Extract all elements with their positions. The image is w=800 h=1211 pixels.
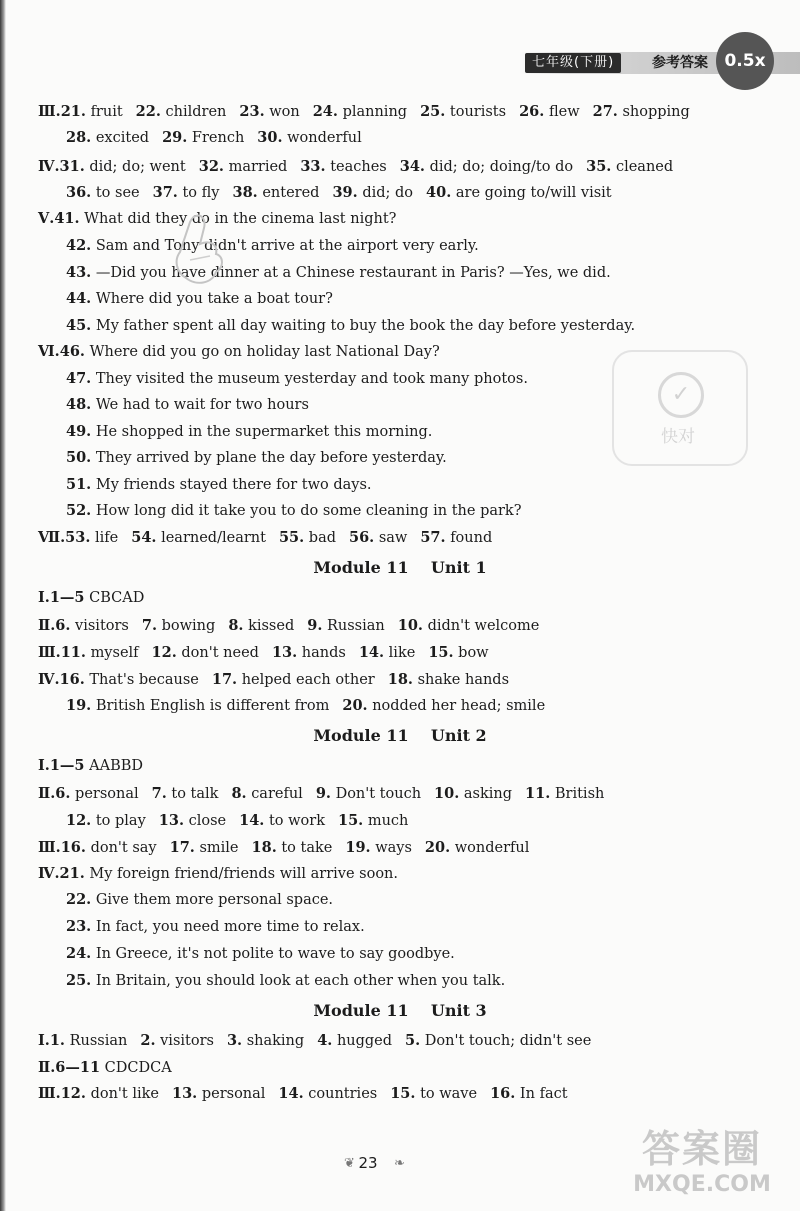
item-number: 38. xyxy=(232,184,258,201)
item-answer: hands xyxy=(301,645,346,661)
answer-line xyxy=(38,1031,591,1051)
section-numeral: Ⅳ. xyxy=(38,671,60,688)
section-numeral: Ⅰ. xyxy=(38,589,50,606)
item-answer: What did they do in the cinema last night? xyxy=(84,211,397,227)
section-numeral: Ⅲ. xyxy=(38,1085,61,1102)
item-number: 51. xyxy=(66,476,92,493)
item-answer: British xyxy=(554,786,605,802)
item-number: 50. xyxy=(66,449,92,466)
item-answer: smile xyxy=(199,840,239,856)
item-answer: to play xyxy=(95,813,146,829)
item-number: 29. xyxy=(162,129,188,146)
item-number: 15. xyxy=(338,812,364,829)
answer-line xyxy=(38,102,690,122)
item-number: 10. xyxy=(434,785,460,802)
item-answer: don't need xyxy=(181,645,259,661)
item-number: 55. xyxy=(278,529,305,546)
item-number: 22. xyxy=(135,103,161,120)
item-answer: excited xyxy=(95,130,150,146)
item-answer: did; do; went xyxy=(89,159,186,175)
item-answer: personal xyxy=(201,1086,266,1102)
item-answer: CDCDCA xyxy=(104,1060,172,1076)
item-number: 11. xyxy=(60,644,86,661)
section-numeral: Ⅲ. xyxy=(38,839,61,856)
answer-line xyxy=(66,890,333,910)
item-number: 12. xyxy=(60,1085,86,1102)
item-answer: In Greece, it's not polite to wave to say goodbye. xyxy=(95,946,455,962)
item-number: 25. xyxy=(66,972,92,989)
item-answer: French xyxy=(191,130,245,146)
item-number: 41. xyxy=(54,210,80,227)
item-answer: like xyxy=(388,645,416,661)
item-number: 21. xyxy=(60,103,86,120)
item-answer: to see xyxy=(95,185,140,201)
leaf-left-icon: ❦ xyxy=(344,1156,355,1171)
item-number: 13. xyxy=(171,1085,198,1102)
item-answer: hugged xyxy=(336,1033,393,1049)
item-answer: Don't touch; didn't see xyxy=(424,1033,592,1049)
item-number: 1—5 xyxy=(49,757,85,774)
item-answer: did; do xyxy=(362,185,414,201)
answer-line xyxy=(38,528,492,548)
item-number: 53. xyxy=(65,529,91,546)
item-answer: to take xyxy=(281,840,333,856)
item-answer: much xyxy=(367,813,409,829)
item-answer: kissed xyxy=(248,618,295,634)
item-number: 27. xyxy=(592,103,618,120)
item-number: 7. xyxy=(141,617,158,634)
item-number: 19. xyxy=(345,839,371,856)
item-number: 34. xyxy=(399,158,425,175)
item-answer: shopping xyxy=(622,104,690,120)
answer-line xyxy=(66,422,432,442)
item-number: 6. xyxy=(55,785,71,802)
answer-line xyxy=(38,1084,568,1104)
answer-line xyxy=(66,316,635,336)
item-number: 10. xyxy=(397,617,423,634)
item-number: 22. xyxy=(66,891,92,908)
item-answer: Where did you take a boat tour? xyxy=(95,291,333,307)
item-answer: countries xyxy=(308,1086,378,1102)
item-number: 35. xyxy=(586,158,612,175)
item-number: 43. xyxy=(66,264,92,281)
answer-line xyxy=(38,670,509,690)
item-number: 40. xyxy=(426,184,452,201)
item-answer: That's because xyxy=(89,672,199,688)
item-number: 15. xyxy=(428,644,454,661)
item-answer: Russian xyxy=(326,618,385,634)
item-answer: Don't touch xyxy=(335,786,422,802)
item-answer: ways xyxy=(375,840,412,856)
item-answer: bad xyxy=(308,530,336,546)
item-number: 21. xyxy=(59,865,85,882)
check-badge-icon: ✓ xyxy=(658,372,704,418)
item-answer: learned/learnt xyxy=(161,530,266,546)
item-number: 28. xyxy=(66,129,92,146)
item-answer: wonderful xyxy=(454,840,530,856)
item-answer: don't like xyxy=(90,1086,159,1102)
section-numeral: Ⅱ. xyxy=(38,1059,56,1076)
item-number: 4. xyxy=(317,1032,333,1049)
item-answer: British English is different from xyxy=(95,698,330,714)
answer-line xyxy=(38,588,144,608)
item-number: 1—5 xyxy=(49,589,85,606)
item-answer: My friends stayed there for two days. xyxy=(95,477,372,493)
item-answer: bow xyxy=(458,645,489,661)
item-answer: Where did you go on holiday last National Day? xyxy=(89,344,440,360)
item-answer: visitors xyxy=(75,618,129,634)
answer-line xyxy=(38,756,143,776)
item-number: 39. xyxy=(332,184,358,201)
section-numeral: Ⅰ. xyxy=(38,757,50,774)
module-heading: Module 11 Unit 2 xyxy=(313,726,487,745)
item-answer: Russian xyxy=(69,1033,128,1049)
item-answer: did; do; doing/to do xyxy=(429,159,574,175)
item-answer: to wave xyxy=(420,1086,478,1102)
answer-line xyxy=(66,475,372,495)
answer-line xyxy=(66,501,521,521)
item-answer: won xyxy=(269,104,300,120)
item-answer: personal xyxy=(75,786,139,802)
item-answer: They arrived by plane the day before yesterday. xyxy=(95,450,447,466)
item-answer: visitors xyxy=(160,1033,214,1049)
header-speed-badge: 0.5x xyxy=(716,32,774,90)
item-number: 32. xyxy=(198,158,224,175)
item-number: 14. xyxy=(358,644,385,661)
item-number: 3. xyxy=(226,1032,243,1049)
item-answer: tourists xyxy=(449,104,507,120)
item-number: 54. xyxy=(131,529,157,546)
item-answer: Sam and Tony didn't arrive at the airport very early. xyxy=(95,238,479,254)
answer-line xyxy=(66,263,611,283)
leaf-right-icon: ❧ xyxy=(394,1156,405,1171)
answer-line xyxy=(66,128,362,148)
pointing-hand-icon xyxy=(166,210,228,288)
item-answer: AABBD xyxy=(89,758,144,774)
section-numeral: Ⅱ. xyxy=(38,785,56,802)
item-answer: married xyxy=(228,159,288,175)
answer-line xyxy=(38,1058,172,1078)
answer-line xyxy=(66,236,479,256)
stamp-title: 答案圈 xyxy=(641,1127,762,1171)
item-number: 12. xyxy=(151,644,177,661)
item-answer: close xyxy=(188,813,227,829)
answer-line xyxy=(66,289,333,309)
item-answer: careful xyxy=(251,786,303,802)
item-number: 16. xyxy=(59,671,85,688)
header-answers-label: 参考答案 xyxy=(652,55,708,71)
item-answer: My foreign friend/friends will arrive soon. xyxy=(89,866,399,882)
item-answer: to fly xyxy=(182,185,220,201)
answer-line xyxy=(66,917,365,937)
item-answer: found xyxy=(450,530,493,546)
answer-line xyxy=(66,369,528,389)
item-number: 13. xyxy=(271,644,298,661)
item-number: 11. xyxy=(525,785,551,802)
item-number: 5. xyxy=(405,1032,421,1049)
item-answer: children xyxy=(165,104,227,120)
answer-line xyxy=(38,616,539,636)
item-number: 16. xyxy=(490,1085,516,1102)
item-number: 9. xyxy=(315,785,331,802)
item-number: 14. xyxy=(278,1085,304,1102)
item-answer: saw xyxy=(378,530,408,546)
item-answer: helped each other xyxy=(241,672,375,688)
item-answer: shake hands xyxy=(417,672,510,688)
item-answer: shaking xyxy=(246,1033,305,1049)
item-answer: myself xyxy=(90,645,139,661)
item-number: 44. xyxy=(66,290,92,307)
item-answer: entered xyxy=(262,185,320,201)
item-number: 48. xyxy=(66,396,92,413)
item-number: 31. xyxy=(59,158,85,175)
item-number: 20. xyxy=(342,697,368,714)
item-number: 26. xyxy=(519,103,545,120)
item-number: 19. xyxy=(66,697,92,714)
item-number: 9. xyxy=(307,617,323,634)
answer-line xyxy=(66,696,545,716)
item-number: 8. xyxy=(228,617,244,634)
item-number: 16. xyxy=(60,839,86,856)
item-answer: life xyxy=(95,530,119,546)
item-number: 25. xyxy=(420,103,446,120)
answer-line xyxy=(66,971,505,991)
item-number: 37. xyxy=(152,184,178,201)
item-number: 36. xyxy=(66,184,92,201)
item-number: 24. xyxy=(66,945,92,962)
item-number: 14. xyxy=(239,812,265,829)
item-answer: teaches xyxy=(330,159,387,175)
item-number: 12. xyxy=(66,812,92,829)
page-binding-edge xyxy=(0,0,6,1211)
item-number: 8. xyxy=(231,785,247,802)
item-number: 49. xyxy=(66,423,92,440)
item-number: 52. xyxy=(66,502,92,519)
item-answer: In Britain, you should look at each other when you talk. xyxy=(95,973,506,989)
item-answer: don't say xyxy=(90,840,157,856)
item-number: 33. xyxy=(300,158,326,175)
item-number: 20. xyxy=(424,839,451,856)
item-answer: flew xyxy=(548,104,580,120)
answer-line xyxy=(66,448,447,468)
item-number: 23. xyxy=(66,918,92,935)
section-numeral: Ⅲ. xyxy=(38,644,61,661)
item-answer: How long did it take you to do some cleaning in the park? xyxy=(95,503,522,519)
answer-line xyxy=(38,643,489,663)
item-answer: He shopped in the supermarket this morning. xyxy=(95,424,433,440)
item-answer: didn't welcome xyxy=(427,618,540,634)
item-number: 57. xyxy=(420,529,446,546)
item-answer: fruit xyxy=(90,104,123,120)
item-answer: In fact xyxy=(519,1086,568,1102)
item-number: 15. xyxy=(390,1085,416,1102)
item-number: 6—11 xyxy=(55,1059,101,1076)
section-numeral: Ⅲ. xyxy=(38,103,61,120)
item-answer: My father spent all day waiting to buy the book the day before yesterday. xyxy=(95,318,636,334)
section-numeral: Ⅰ. xyxy=(38,1032,50,1049)
item-answer: asking xyxy=(463,786,513,802)
item-number: 45. xyxy=(66,317,92,334)
item-number: 30. xyxy=(257,129,283,146)
item-answer: In fact, you need more time to relax. xyxy=(95,919,365,935)
item-number: 2. xyxy=(140,1032,156,1049)
section-numeral: Ⅱ. xyxy=(38,617,56,634)
stamp-url: MXQE.COM xyxy=(633,1172,771,1197)
module-heading: Module 11 Unit 1 xyxy=(313,558,487,577)
item-number: 42. xyxy=(66,237,92,254)
answer-line xyxy=(66,183,612,203)
page-number: 23 xyxy=(358,1154,378,1172)
item-number: 17. xyxy=(169,839,195,856)
section-numeral: Ⅴ. xyxy=(38,210,55,227)
answer-line xyxy=(66,811,408,831)
item-number: 24. xyxy=(312,103,338,120)
answer-line xyxy=(38,838,529,858)
item-answer: They visited the museum yesterday and took many photos. xyxy=(95,371,528,387)
item-answer: bowing xyxy=(161,618,216,634)
item-number: 47. xyxy=(66,370,92,387)
answer-line xyxy=(38,784,604,804)
answer-line xyxy=(66,395,309,415)
site-stamp xyxy=(622,1118,782,1202)
item-number: 18. xyxy=(387,671,413,688)
item-answer: cleaned xyxy=(615,159,674,175)
item-answer: wonderful xyxy=(287,130,362,146)
kuaidui-watermark xyxy=(612,350,748,466)
section-numeral: Ⅶ. xyxy=(38,529,66,546)
item-number: 23. xyxy=(239,103,265,120)
item-number: 46. xyxy=(59,343,85,360)
item-number: 56. xyxy=(349,529,375,546)
item-answer: to work xyxy=(268,813,325,829)
answer-line xyxy=(38,342,440,362)
section-numeral: Ⅳ. xyxy=(38,158,60,175)
item-number: 6. xyxy=(55,617,71,634)
item-number: 13. xyxy=(158,812,184,829)
section-numeral: Ⅳ. xyxy=(38,865,60,882)
item-number: 7. xyxy=(151,785,167,802)
section-numeral: Ⅵ. xyxy=(38,343,60,360)
answer-line xyxy=(38,864,398,884)
item-answer: Give them more personal space. xyxy=(95,892,334,908)
answer-line xyxy=(66,944,455,964)
item-answer: nodded her head; smile xyxy=(372,698,546,714)
item-answer: CBCAD xyxy=(89,590,145,606)
header-grade-label: 七年级(下册) xyxy=(525,53,621,73)
item-number: 18. xyxy=(251,839,277,856)
answer-line xyxy=(38,157,673,177)
module-heading: Module 11 Unit 3 xyxy=(313,1001,487,1020)
item-answer: to talk xyxy=(171,786,219,802)
watermark-text: 快对 xyxy=(661,427,695,447)
item-number: 1. xyxy=(49,1032,65,1049)
item-number: 17. xyxy=(211,671,238,688)
item-answer: are going to/will visit xyxy=(455,185,612,201)
item-answer: planning xyxy=(342,104,408,120)
item-answer: —Did you have dinner at a Chinese restaurant in Paris? —Yes, we did. xyxy=(95,265,611,281)
item-answer: We had to wait for two hours xyxy=(95,397,309,413)
